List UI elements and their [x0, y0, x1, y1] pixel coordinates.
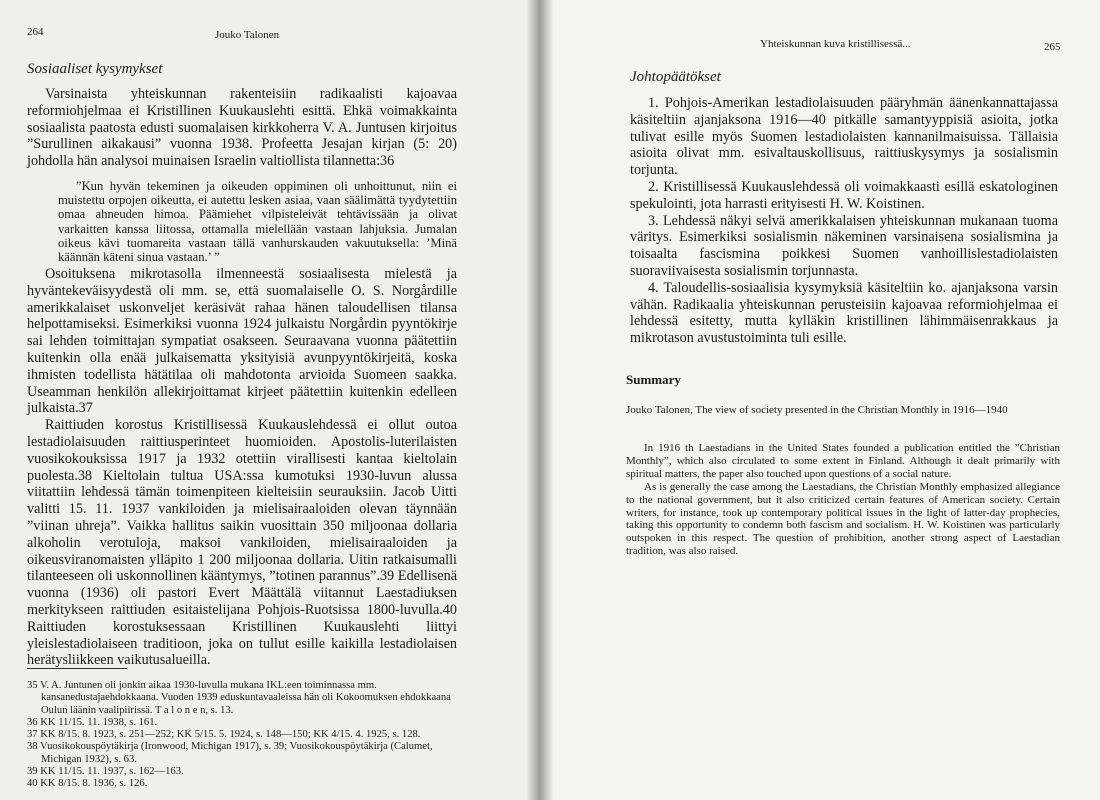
- footnote-36: 36 KK 11/15. 11. 1938, s. 161.: [27, 716, 158, 728]
- footnotes: [27, 680, 459, 791]
- conclusion-item-4: 4. Taloudellis-sosiaalisia kysymyksiä käsiteltiin ko. ajanjaksona varsin vähän. Radikaalia yhteiskunnan perusteisiin kajoavaa reformiohjelmaa ei lehdessä esitetty, mutta kylläkin kristillinen lähimmäisenrakkaus ja mikrotason avustustoiminta tuli esille.: [630, 279, 1058, 347]
- summary-paragraph-1: In 1916 th Laestadians in the United States founded a publication entitled the ”Christian Monthly”, which also circulated to some extent in Finland. Although it dealt primarily with spiritual matters, the paper also touched upon questions of a social nature.: [626, 442, 1060, 480]
- left-body-top: [27, 86, 457, 170]
- summary-body: [626, 442, 1060, 558]
- left-running-head: Jouko Talonen: [215, 29, 280, 41]
- conclusion-item-1: 1. Pohjois-Amerikan lestadiolaisuuden pääryhmän äänenkannattajassa käsiteltiin ajanjaksona 1916—40 pitkälle samantyyppisiä asioita, jotka tulivat esille myös Suomen lestadiolaisten kannanilmaisuissa. Tällaisia asioita olivat mm. esivaltauskollisuus, raittiuskysymys ja sosialismin torjunta.: [630, 95, 1058, 179]
- summary-subtitle: Jouko Talonen, The view of society presented in the Christian Monthly in 1916—1940: [626, 404, 1008, 416]
- footnote-40: 40 KK 8/15. 8. 1936, s. 126.: [27, 778, 148, 790]
- summary-paragraph-2: As is generally the case among the Laestadians, the Christian Monthly emphasized allegiance to the national government, but it also criticized certain features of American society. Certain writers, for instance, took up contemporary political issues in the light of latter-day prophecies, taking this opportunity to condemn both fascism and socialism. H. W. Koistinen was particularly outspoken in this respect. The question of prohibition, another strong aspect of Laestadian tradition, was also raised.: [626, 480, 1060, 558]
- footnote-rule: [27, 668, 127, 669]
- summary-heading: Summary: [626, 372, 681, 387]
- block-quote: [58, 179, 457, 264]
- summary-subtitle-block: [626, 404, 1060, 417]
- paragraph-3: Raittiuden korostus Kristillisessä Kuukauslehdessä ei ollut outoa lestadiolaisuuden raittiusperinteet huomioiden. Apostolis-luterilaisten vuosikokouksissa 1917 ja 1932 otettiin virallisesti kantaa kieltolain puolesta.38 Kieltolain tultua USA:ssa kumotuksi 1930-luvun alussa viitattiin lehdessä tämän toimenpiteen kielteisiin seurauksiin. Jacob Uitti valitti 15. 11. 1937 vankiloiden ja mielisairaaloiden olevan täynnään ”viinan uhreja”. Vaikka hallitus saikin vuosittain 350 miljoonaa dollaria alkoholin verotuloja, maksoi vankiloiden, mielisairaaloiden ja oikeusviranomaisten ylläpito 1 200 miljoonaa dollaria. Uitin ratkaisumalli tilanteeseen oli uskonnollinen kääntymys, ”totinen parannus”.39 Edellisenä vuonna (1936) oli pastori Evert Määttälä viitannut Laestadiuksen merkitykseen raittiuden esitaistelijana Pohjois-Ruotsissa 1800-luvulla.40 Raittiuden korostuksessaan Kristillinen Kuukauslehti liittyi yleislestadiolaiseen traditioon, joka on tullut esille kaikilla lestadiolaisen herätysliikkeen vaikutusalueilla.: [27, 417, 457, 669]
- footnote-38: 38 Vuosikokouspöytäkirja (Ironwood, Michigan 1917), s. 39; Vuosikokouspöytäkirja (Calumet, Michigan 1932), s. 63.: [27, 741, 433, 765]
- section-title-johtopaatokset: Johtopäätökset: [630, 69, 721, 85]
- right-page: [540, 0, 1100, 800]
- book-gutter-shadow: [526, 0, 554, 800]
- right-running-head: Yhteiskunnan kuva kristillisessä...: [760, 38, 911, 50]
- left-body-main: [27, 266, 457, 669]
- conclusions-list: [630, 95, 1058, 347]
- right-page-number: 265: [1044, 41, 1061, 53]
- section-title-sosiaaliset: Sosiaaliset kysymykset: [27, 61, 163, 77]
- quote-text: ”Kun hyvän tekeminen ja oikeuden oppiminen oli unhoittunut, niin ei muistettu orpojen oikeutta, ei autettu lesken asiaa, vaan säälimättä tyydytettiin omaa ahneuden himoa. Päämiehet vilpisteleivät tehtävissään ja olivat varkaitten kanssa liitossa, ottamalla mielellään vastaan lahjuksia. Jumalan oikeus kävi tuomareita vastaan tällä vanhurskauden vakuutuksella: ’Minä käännän käteni sinua vastaan.’ ”: [58, 179, 457, 265]
- left-page-number: 264: [27, 26, 44, 38]
- conclusion-item-2: 2. Kristillisessä Kuukauslehdessä oli voimakkaasti esillä eskatologinen spekulointi, jota harrasti erityisesti H. W. Koistinen.: [630, 178, 1058, 212]
- footnote-37: 37 KK 8/15. 8. 1923, s. 251—252; KK 5/15. 5. 1924, s. 148—150; KK 4/15. 4. 1925, s. 128.: [27, 729, 421, 741]
- footnote-39: 39 KK 11/15. 11. 1937, s. 162—163.: [27, 766, 184, 778]
- conclusion-item-3: 3. Lehdessä näkyi selvä amerikkalaisen yhteiskunnan mukanaan tuoma väritys. Esimerkiksi sosialismin näkeminen varsinaisena sosialismina ja toisaalta fascismina poikkesi Suomen vanhoillislestadiolaisten suoraviivaisesta sosialismin torjunnasta.: [630, 212, 1058, 279]
- left-page: [0, 0, 540, 800]
- paragraph-1: Varsinaista yhteiskunnan rakenteisiin radikaalisti kajoavaa reformiohjelmaa ei Kristillinen Kuukauslehti esittä. Ehkä voimakkainta sosiaalista paatosta edusti suomalaisen kirkkoherra V. A. Juntusen kirjoitus ”Surullinen aikakausi” vuonna 1938. Profeetta Jesajan kirjan (5: 20) johdolla hän analysoi muinaisen Israelin valtiollista tilannetta:36: [27, 86, 457, 170]
- footnote-35: 35 V. A. Juntunen oli jonkin aikaa 1930-luvulla mukana IKL:een toiminnassa mm. kansanedustajaehdokkaana. Vuoden 1939 eduskuntavaaleissa hän oli Kokoomuksen ehdokkaana Oulun läänin vaalipiirissä. T a l o n e n, s. 13.: [27, 680, 451, 716]
- paragraph-2: Osoituksena mikrotasolla ilmenneestä sosiaalisesta mielestä ja hyväntekeväisyydestä oli mm. se, että suomalaiselle O. S. Norgårdille amerikkalaiset uskonveljet keräsivät rahaa hänen taloudellisen tilansa helpottamiseksi. Esimerkiksi vuonna 1924 julkaistu Norgårdin pyyntökirje sai lehden toimittajan sympatiat osakseen. Seuraavana vuonna päätettiin kuitenkin olla enää julkaisematta yksityisiä avunpyyntökirjeitä, koska ihmisten todellista hätätilaa oli mahdotonta arvioida Suomeen saakka. Useamman henkilön allekirjoittamat kirjeet päätettiin kuitenkin edelleen julkaista.37: [27, 266, 457, 417]
